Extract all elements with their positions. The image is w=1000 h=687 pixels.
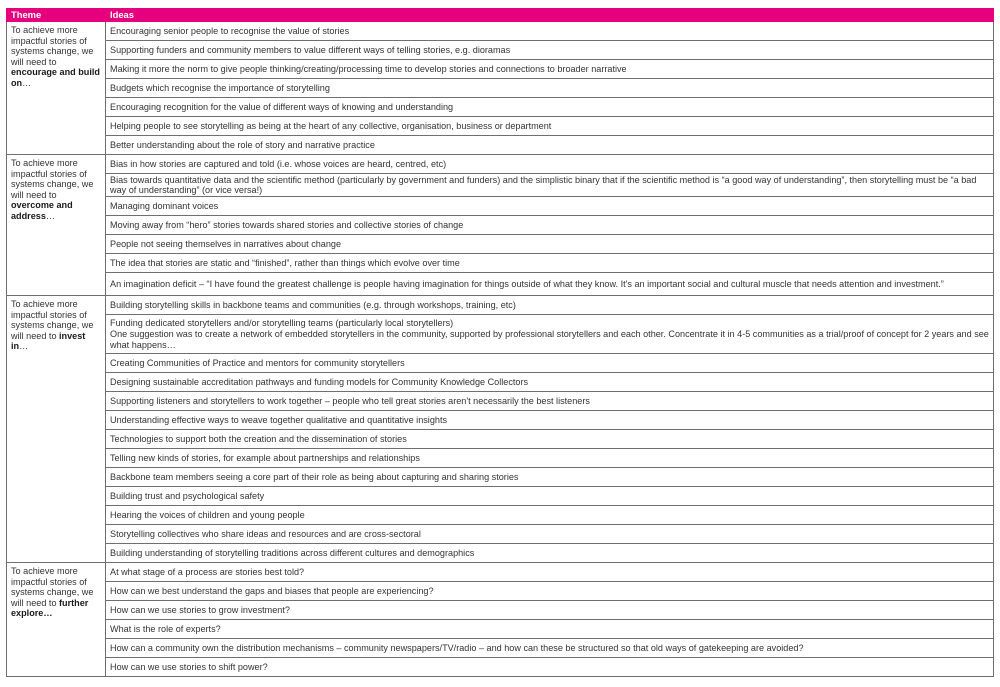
- table-row: [7, 235, 994, 254]
- theme-ellipsis: …: [45, 210, 55, 221]
- idea-cell: The idea that stories are static and “finished”, rather than things which evolve over time: [106, 254, 994, 273]
- idea-cell: Hearing the voices of children and young people: [106, 506, 994, 525]
- table-row: [7, 60, 994, 79]
- table-row: [7, 601, 994, 620]
- idea-cell: How can a community own the distribution mechanisms – community newspapers/TV/radio – and how can these be structured so that old ways of gatekeeping are avoided?: [106, 639, 994, 658]
- theme-text: To achieve more impactful stories of systems change, we will need to: [11, 25, 94, 67]
- table-row: [7, 79, 994, 98]
- theme-cell-encourage: [7, 22, 106, 155]
- theme-cell-explore: [7, 563, 106, 677]
- idea-cell: Bias in how stories are captured and told (i.e. whose voices are heard, centred, etc): [106, 155, 994, 174]
- table-row: [7, 254, 994, 273]
- table-row: [7, 136, 994, 155]
- theme-keyword: encourage and build on: [11, 67, 100, 88]
- idea-cell: Bias towards quantitative data and the scientific method (particularly by government and funders) and the simplistic binary that if the scientific method is “a good way of understanding”, then storytelling must be “a bad way of understanding” (or vice versa!): [106, 174, 994, 197]
- table-row: [7, 354, 994, 373]
- table-row: [7, 22, 994, 41]
- table-row: [7, 658, 994, 677]
- table-row: [7, 296, 994, 315]
- ideas-table-container: [6, 8, 993, 677]
- idea-cell: Encouraging recognition for the value of different ways of knowing and understanding: [106, 98, 994, 117]
- table-row: [7, 430, 994, 449]
- table-row: [7, 506, 994, 525]
- idea-cell: Supporting funders and community members to value different ways of telling stories, e.g. dioramas: [106, 41, 994, 60]
- idea-cell: Building trust and psychological safety: [106, 487, 994, 506]
- theme-text: To achieve more impactful stories of systems change, we will need to: [11, 566, 94, 608]
- table-row: [7, 449, 994, 468]
- idea-cell: Building storytelling skills in backbone teams and communities (e.g. through workshops, training, etc): [106, 296, 994, 315]
- table-row: [7, 468, 994, 487]
- table-row: [7, 411, 994, 430]
- header-theme: Theme: [7, 9, 106, 22]
- table-row: [7, 155, 994, 174]
- table-header-row: [7, 9, 994, 22]
- table-row: [7, 582, 994, 601]
- idea-cell: Better understanding about the role of story and narrative practice: [106, 136, 994, 155]
- idea-cell: Budgets which recognise the importance of storytelling: [106, 79, 994, 98]
- table-row: [7, 487, 994, 506]
- table-row: [7, 392, 994, 411]
- table-row: [7, 273, 994, 296]
- idea-cell: Building understanding of storytelling traditions across different cultures and demographics: [106, 544, 994, 563]
- idea-cell: At what stage of a process are stories best told?: [106, 563, 994, 582]
- ideas-table: [6, 8, 994, 677]
- idea-cell: Moving away from “hero” stories towards shared stories and collective stories of change: [106, 216, 994, 235]
- table-row: [7, 117, 994, 136]
- table-row: [7, 563, 994, 582]
- table-row: [7, 174, 994, 197]
- idea-cell: How can we use stories to shift power?: [106, 658, 994, 677]
- idea-cell: Backbone team members seeing a core part of their role as being about capturing and sharing stories: [106, 468, 994, 487]
- idea-cell: How can we use stories to grow investment?: [106, 601, 994, 620]
- table-row: [7, 216, 994, 235]
- theme-ellipsis: …: [22, 77, 32, 88]
- idea-cell: Creating Communities of Practice and mentors for community storytellers: [106, 354, 994, 373]
- idea-cell: Storytelling collectives who share ideas and resources and are cross-sectoral: [106, 525, 994, 544]
- idea-line: Funding dedicated storytellers and/or storytelling teams (particularly local storytellers): [110, 317, 454, 328]
- idea-cell: What is the role of experts?: [106, 620, 994, 639]
- idea-line: One suggestion was to create a network of embedded storytellers in the community, supported by professional storytellers and each other. Concentrate it in 4-5 communities as a trial/proof of concept for 2 years and see what happens…: [110, 329, 989, 350]
- theme-keyword: invest in: [11, 330, 86, 351]
- idea-cell: How can we best understand the gaps and biases that people are experiencing?: [106, 582, 994, 601]
- idea-cell: Managing dominant voices: [106, 197, 994, 216]
- theme-text: To achieve more impactful stories of systems change, we will need to: [11, 299, 94, 341]
- idea-cell: Encouraging senior people to recognise the value of stories: [106, 22, 994, 41]
- table-row: [7, 98, 994, 117]
- theme-cell-invest: [7, 296, 106, 563]
- theme-keyword: further explore…: [11, 597, 89, 618]
- idea-cell: Supporting listeners and storytellers to work together – people who tell great stories aren't necessarily the best listeners: [106, 392, 994, 411]
- header-ideas: Ideas: [106, 9, 994, 22]
- idea-cell: Understanding effective ways to weave together qualitative and quantitative insights: [106, 411, 994, 430]
- idea-cell: An imagination deficit – “I have found the greatest challenge is people having imagination for things outside of what they know. It's an important social and cultural muscle that needs attention and investment.”: [106, 273, 994, 296]
- table-row: [7, 525, 994, 544]
- table-row: [7, 620, 994, 639]
- idea-cell-multiline: [106, 315, 994, 354]
- theme-cell-overcome: [7, 155, 106, 296]
- table-row: [7, 373, 994, 392]
- idea-cell: People not seeing themselves in narratives about change: [106, 235, 994, 254]
- table-row: [7, 544, 994, 563]
- theme-text: To achieve more impactful stories of systems change, we will need to: [11, 158, 94, 200]
- table-row: [7, 639, 994, 658]
- table-row: [7, 41, 994, 60]
- idea-cell: Technologies to support both the creation and the dissemination of stories: [106, 430, 994, 449]
- theme-ellipsis: …: [19, 341, 29, 351]
- table-row: [7, 315, 994, 354]
- table-row: [7, 197, 994, 216]
- idea-cell: Making it more the norm to give people thinking/creating/processing time to develop stories and connections to broader narrative: [106, 60, 994, 79]
- idea-cell: Helping people to see storytelling as being at the heart of any collective, organisation, business or department: [106, 117, 994, 136]
- theme-keyword: overcome and address: [11, 200, 73, 221]
- idea-cell: Designing sustainable accreditation pathways and funding models for Community Knowledge Collectors: [106, 373, 994, 392]
- idea-cell: Telling new kinds of stories, for example about partnerships and relationships: [106, 449, 994, 468]
